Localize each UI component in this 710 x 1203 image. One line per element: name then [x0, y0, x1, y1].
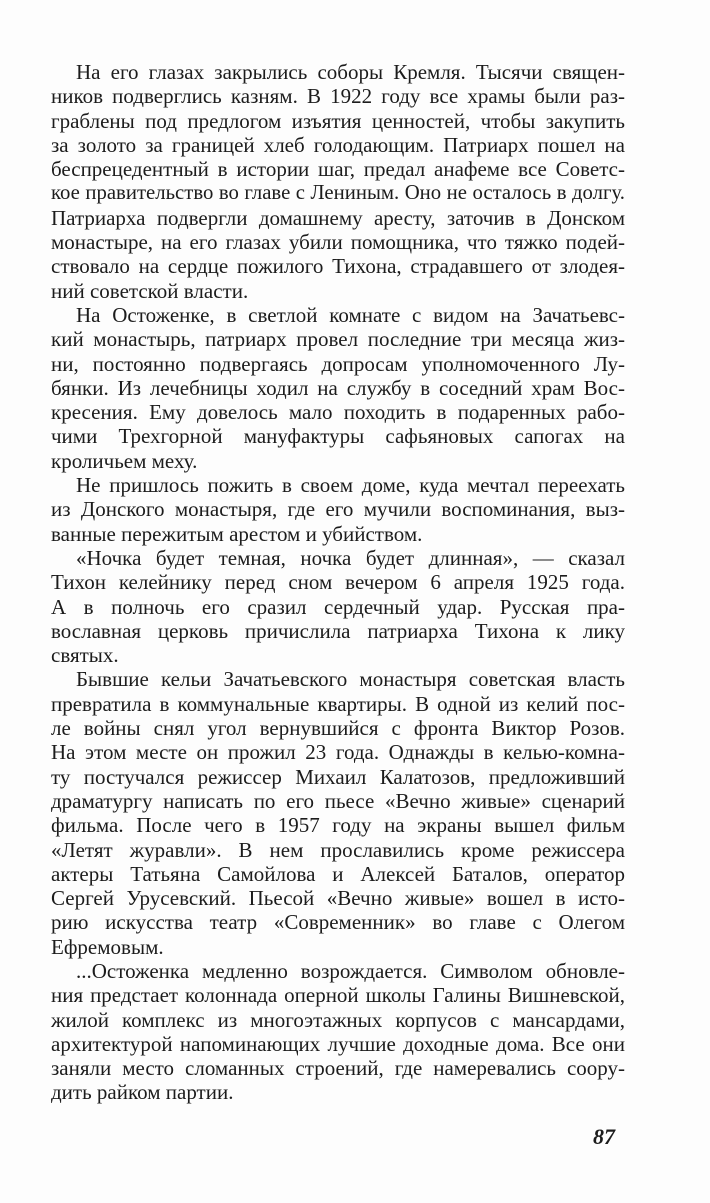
- text-line: граблены под предлогом изъятия ценностей, чтобы закупить: [51, 108, 625, 133]
- text-line: жилой комплекс из многоэтажных корпусов с мансардами,: [51, 1007, 625, 1032]
- text-line: Бывшие кельи Зачатьевского монастыря советская власть: [76, 667, 625, 692]
- text-line: дить райком партии.: [51, 1080, 234, 1105]
- text-line: вославная церковь причислила патриарха Тихона к лику: [51, 618, 625, 643]
- text-line: ни, постоянно подвергаясь допросам уполномоченного Лу-: [51, 351, 625, 376]
- text-line: кресения. Ему довелось мало походить в подаренных рабо-: [51, 400, 625, 425]
- text-line: драматургу написать по его пьесе «Вечно живые» сценарий: [51, 788, 625, 813]
- text-line: кий монастырь, патриарх провел последние три месяца жиз-: [51, 327, 625, 352]
- text-line: бянки. Из лечебницы ходил на службу в соседний храм Вос-: [51, 375, 625, 400]
- paragraph: [51, 546, 625, 667]
- text-line: «Летят журавли». В нем прославились кроме режиссера: [51, 837, 625, 862]
- text-line: ствовало на сердце пожилого Тихона, страдавшего от злодея-: [51, 254, 625, 279]
- paragraph: [51, 303, 625, 473]
- text-line: На Остоженке, в светлой комнате с видом на Зачатьевс-: [76, 302, 625, 327]
- text-line: ...Остоженка медленно возрождается. Символом обновле-: [76, 958, 625, 983]
- text-line: На этом месте он прожил 23 года. Однажды в келью-комна-: [51, 740, 625, 765]
- text-line: ту постучался режиссер Михаил Калатозов, предложивший: [51, 764, 625, 789]
- text-line: превратила в коммунальные квартиры. В одной из келий пос-: [51, 691, 625, 716]
- text-line: ванные пережитым арестом и убийством.: [51, 521, 423, 546]
- text-line: А в полночь его сразил сердечный удар. Русская пра-: [51, 594, 625, 619]
- text-line: архитектурой напоминающих лучшие доходные дома. Все они: [51, 1031, 625, 1056]
- text-line: «Ночка будет темная, ночка будет длинная», — сказал: [76, 545, 625, 570]
- text-line: ников подверглись казням. В 1922 году все храмы были раз-: [51, 84, 625, 109]
- text-line: На его глазах закрылись соборы Кремля. Тысячи священ-: [76, 60, 625, 84]
- page-number: 87: [593, 1124, 615, 1149]
- body-text: [51, 60, 625, 1105]
- text-line: актеры Татьяна Самойлова и Алексей Баталов, оператор: [51, 861, 625, 886]
- text-line: ния предстает колоннада оперной школы Галины Вишневской,: [51, 983, 625, 1008]
- text-line: Сергей Урусевский. Пьесой «Вечно живые» вошел в исто-: [51, 886, 625, 911]
- text-line: чими Трехгорной мануфактуры сафьяновых сапогах на: [51, 424, 625, 449]
- text-line: Не пришлось пожить в своем доме, куда мечтал переехать: [76, 473, 625, 498]
- text-line: Патриарха подвергли домашнему аресту, заточив в Донском: [51, 205, 625, 230]
- text-line: ле войны снял угол вернувшийся с фронта Виктор Розов.: [51, 716, 625, 741]
- text-line: рию искусства театр «Современник» во главе с Олегом: [51, 910, 625, 935]
- text-line: кроличьем меху.: [51, 448, 198, 473]
- text-line: беспрецедентный в истории шаг, предал анафеме все Советс-: [51, 157, 625, 182]
- text-line: из Донского монастыря, где его мучили воспоминания, выз-: [51, 497, 625, 522]
- paragraph: [51, 667, 625, 959]
- text-line: заняли место сломанных строений, где намеревались соору-: [51, 1056, 625, 1081]
- text-line: Ефремовым.: [51, 934, 164, 959]
- text-line: Тихон келейнику перед сном вечером 6 апреля 1925 года.: [51, 570, 625, 595]
- paragraph: [51, 60, 625, 303]
- paragraph: [51, 959, 625, 1105]
- text-line: фильма. После чего в 1957 году на экраны вышел фильм: [51, 813, 625, 838]
- text-line: монастыре, на его глазах убили помощника, что тяжко подей-: [51, 230, 625, 255]
- text-line: за золото за границей хлеб голодающим. Патриарх пошел на: [51, 132, 625, 157]
- text-line: святых.: [51, 643, 119, 668]
- paragraph: [51, 473, 625, 546]
- text-line: ний советской власти.: [51, 278, 249, 303]
- text-line: кое правительство во главе с Лениным. Оно не осталось в долгу.: [51, 182, 625, 205]
